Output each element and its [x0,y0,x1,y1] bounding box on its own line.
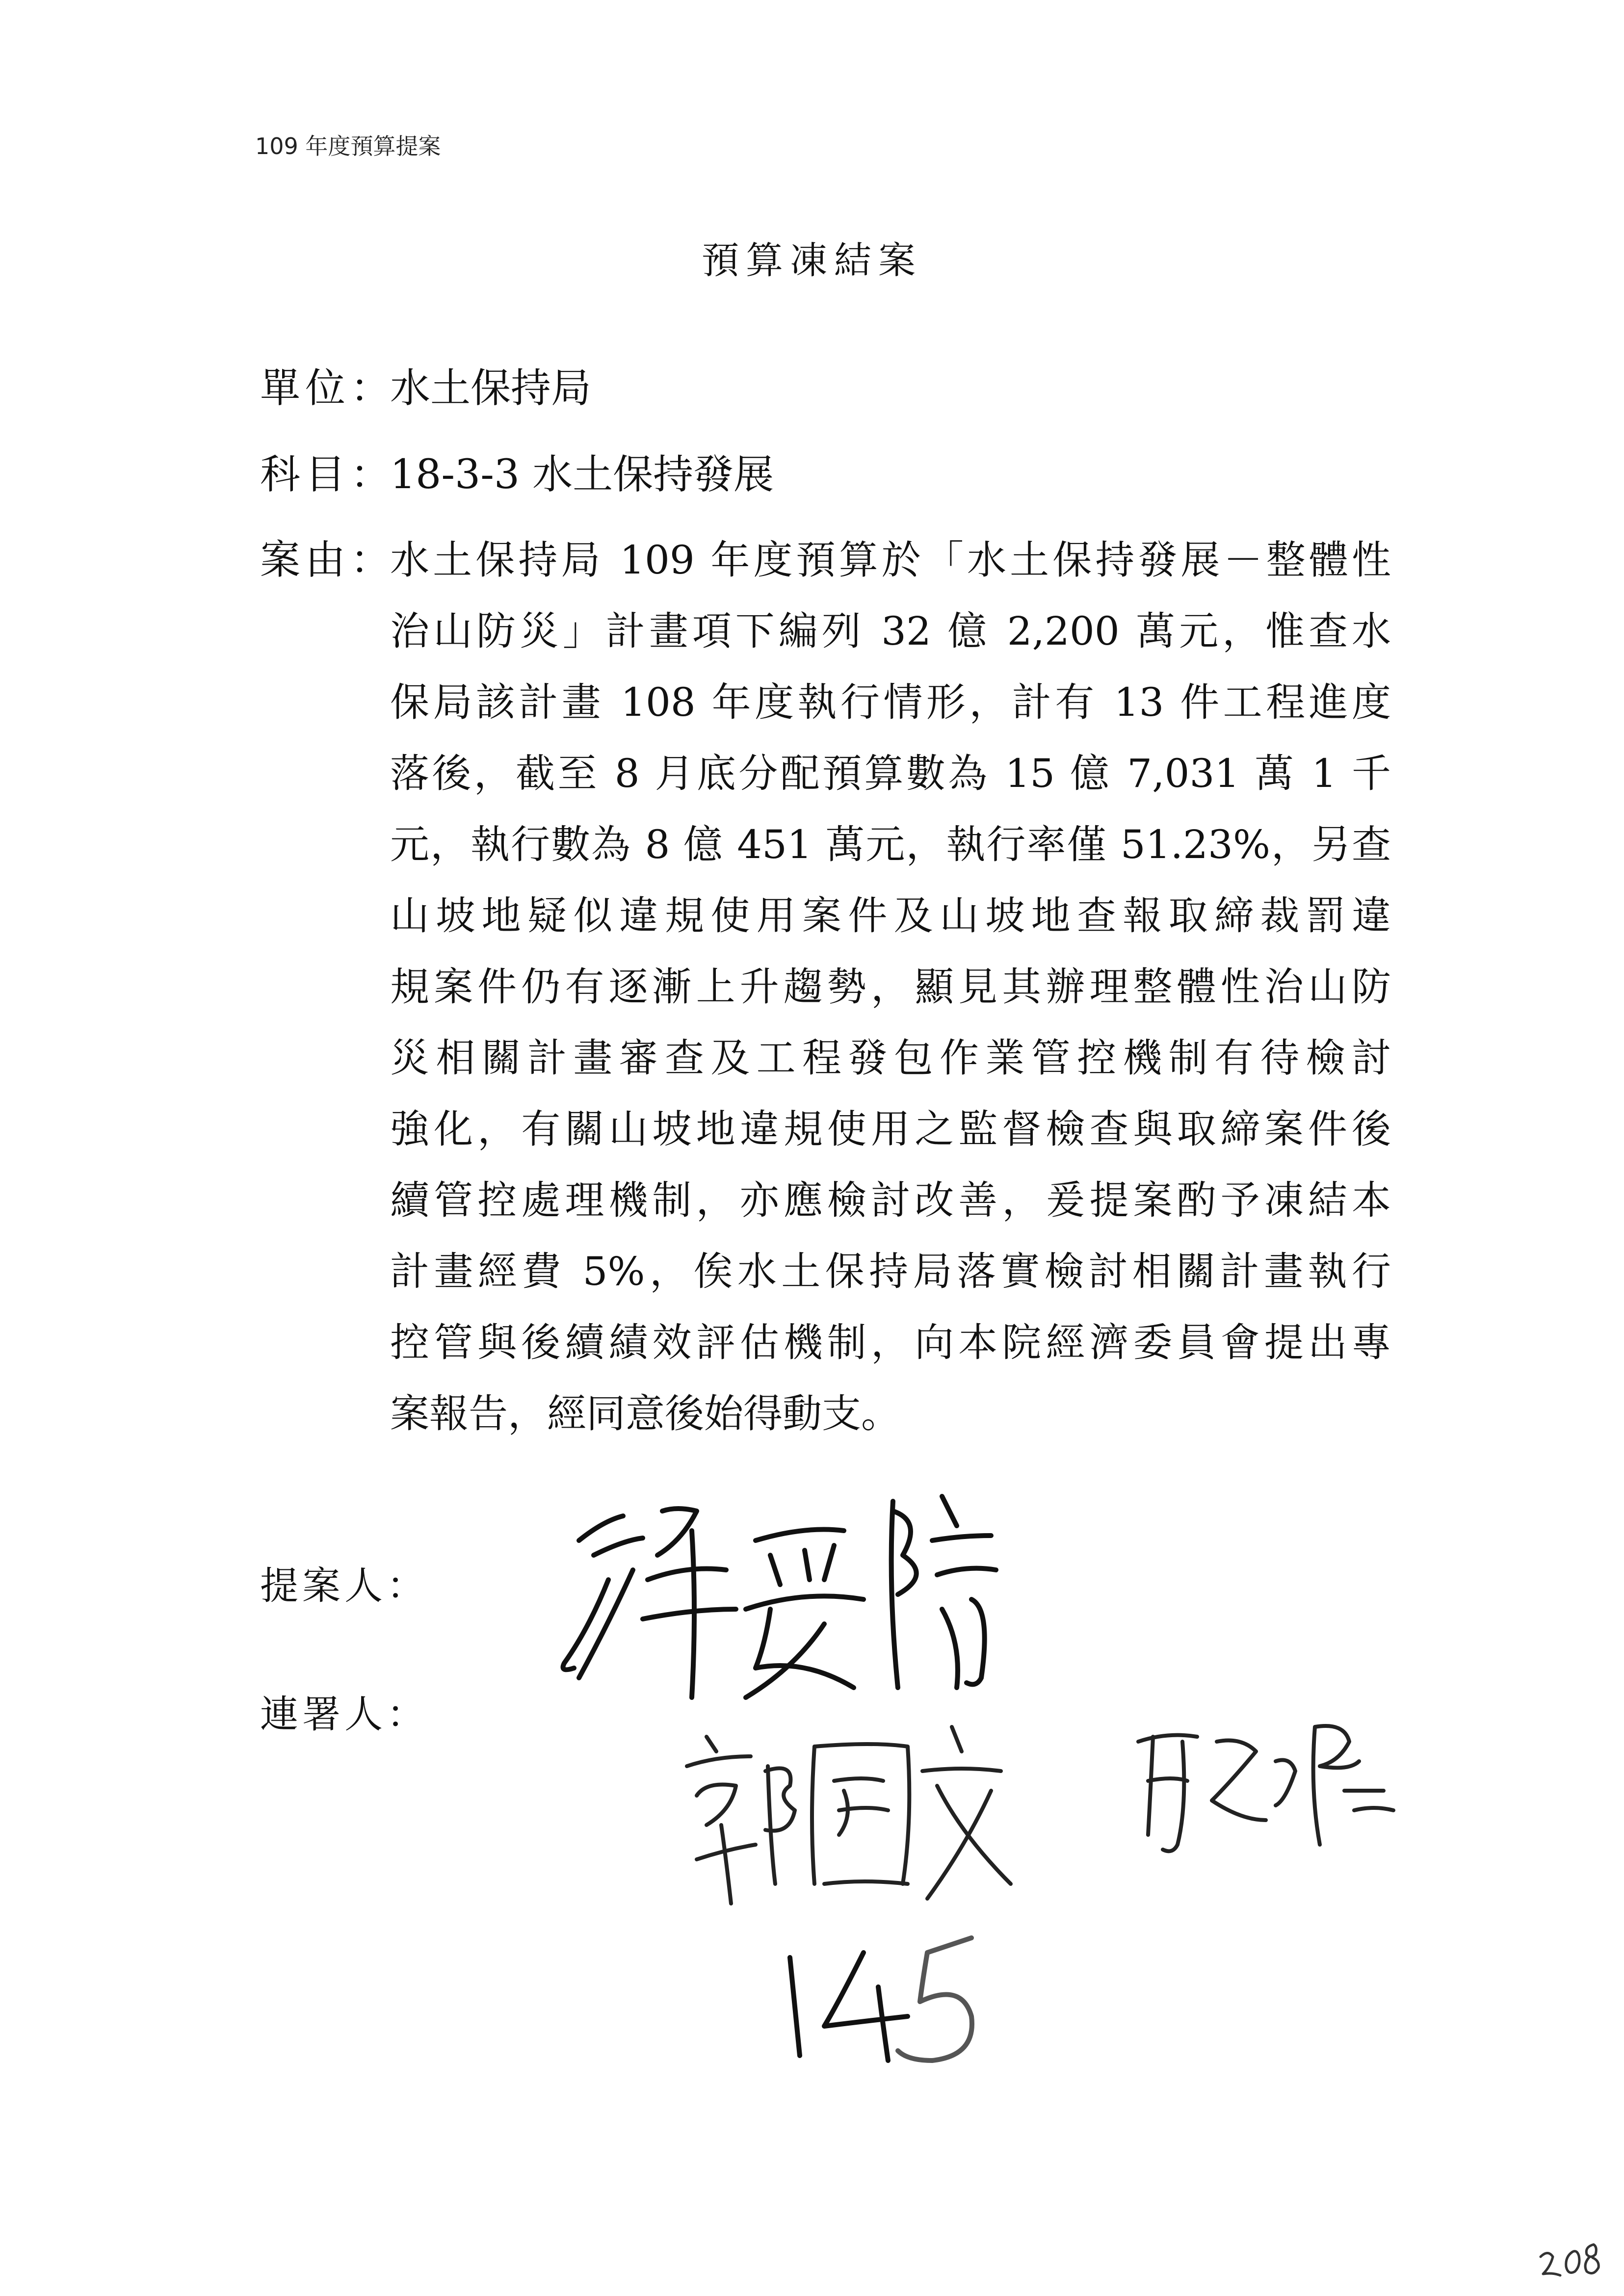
reason-line: 續管控處理機制，亦應檢討改善，爰提案酌予凍結本 [390,1177,1391,1223]
handwritten-number [765,1928,1001,2075]
reason-line: 保局該計畫 108 年度執行情形，計有 13 件工程進度 [390,679,1391,725]
subject-field [260,450,774,499]
proposer-signature [550,1482,1021,1717]
reason-line: 元，執行數為 8 億 451 萬元，執行率僅 51.23%，另查 [390,822,1391,867]
proposer-label: 提案人： [260,1564,429,1608]
reason-label: 案由： [260,537,396,583]
reason-line: 計畫經費 5%，俟水土保持局落實檢討相關計畫執行 [390,1249,1391,1294]
reason-body [390,536,1391,1461]
unit-field [260,364,591,413]
unit-value: 水土保持局 [390,365,592,412]
reason-line: 落後，截至 8 月底分配預算數為 15 億 7,031 萬 1 千 [390,751,1391,796]
reason-line: 控管與後續績效評估機制，向本院經濟委員會提出專 [390,1320,1391,1365]
page-mark [1536,2237,1604,2283]
reason-line: 治山防災」計畫項下編列 32 億 2,200 萬元，惟查水 [390,608,1391,654]
cosigner-1-signature [677,1697,1021,1923]
reason-line: 強化，有關山坡地違規使用之監督檢查與取締案件後 [390,1106,1391,1152]
reason-line: 案報告，經同意後始得動支。 [390,1391,900,1436]
subject-label: 科目： [260,451,396,498]
unit-label: 單位： [260,365,396,412]
cosigner-2-signature [1128,1707,1403,1864]
reason-line: 水土保持局 109 年度預算於「水土保持發展－整體性 [390,537,1391,583]
subject-value: 18-3-3 水土保持發展 [390,451,774,498]
reason-line: 災相關計畫審查及工程發包作業管控機制有待檢討 [390,1035,1391,1081]
document-header: 109 年度預算提案 [255,133,441,159]
document-title: 預算凍結案 [702,238,922,282]
cosigner-label: 連署人： [260,1693,429,1737]
reason-line: 山坡地疑似違規使用案件及山坡地查報取締裁罰違 [390,893,1391,939]
reason-line: 規案件仍有逐漸上升趨勢，顯見其辦理整體性治山防 [390,964,1391,1010]
